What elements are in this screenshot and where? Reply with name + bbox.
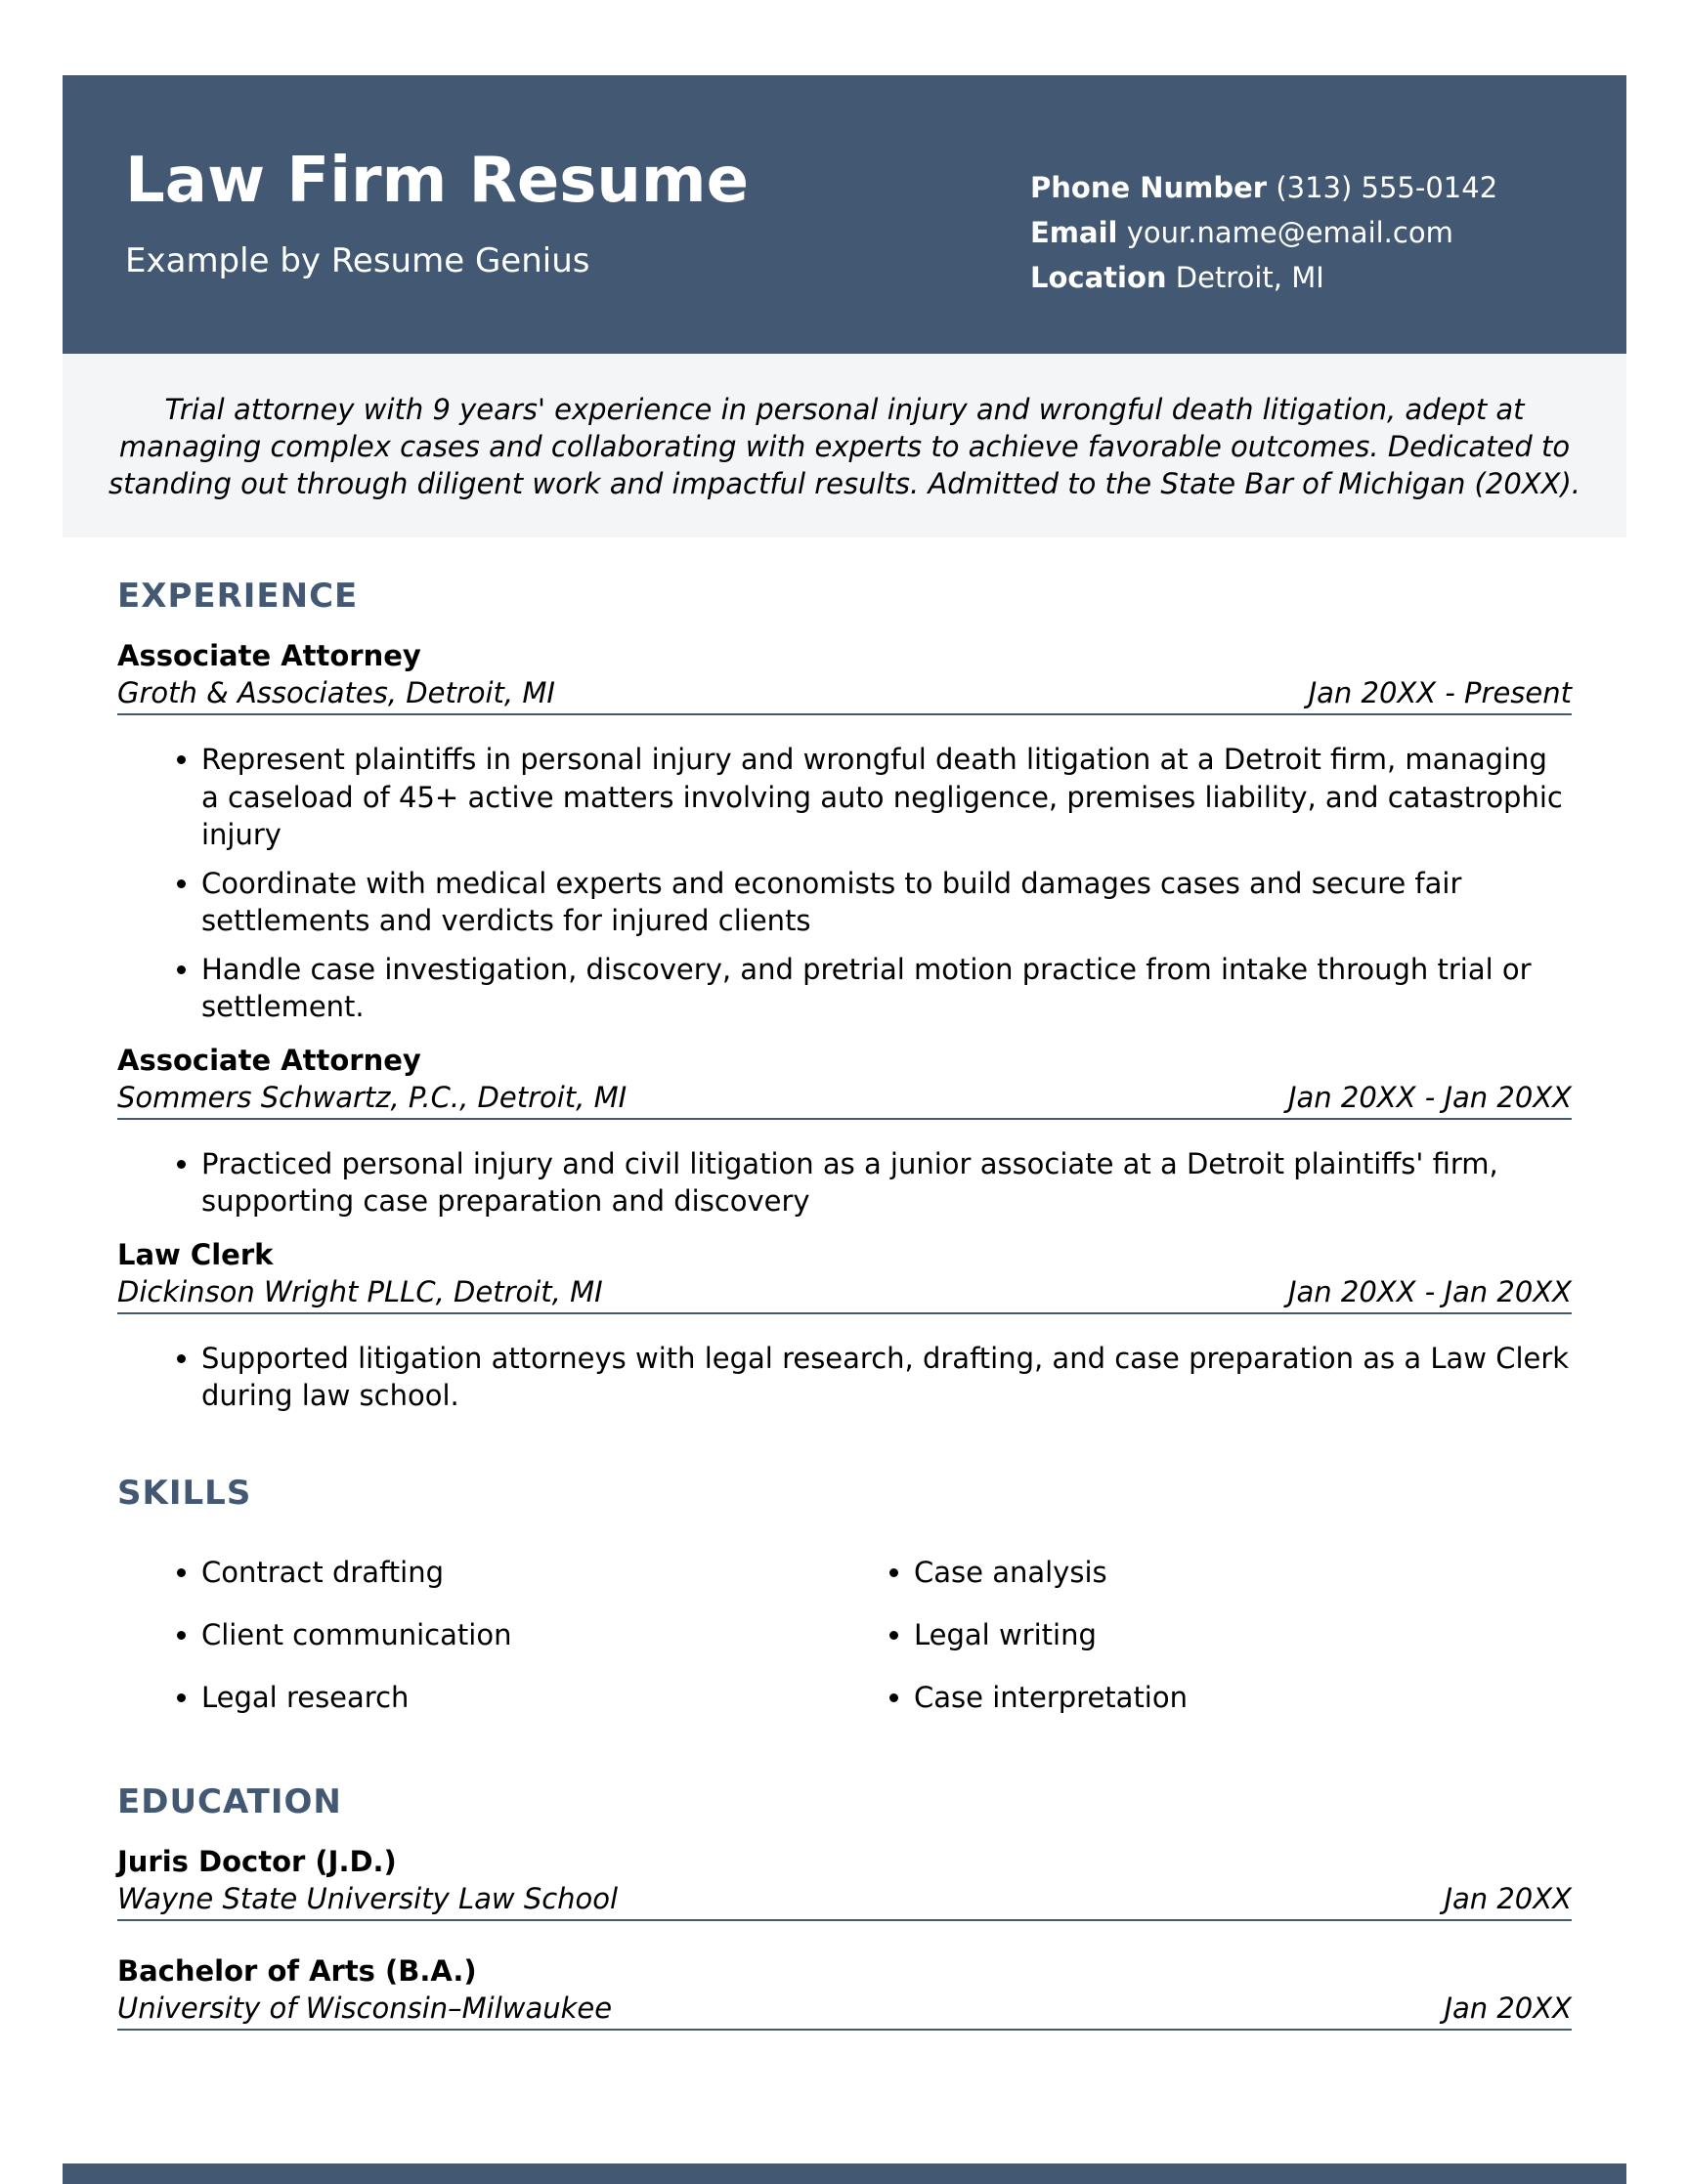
education-date: Jan 20XX xyxy=(1444,1881,1572,1915)
job-dates: Jan 20XX - Jan 20XX xyxy=(1287,1080,1572,1114)
job-bullet: • Handle case investigation, discovery, and pretrial motion practice from intake through trial or settlement. xyxy=(201,951,1572,1026)
skill-item: • Case analysis xyxy=(914,1554,1572,1591)
skills-column-right xyxy=(859,1554,1572,1741)
education-meta xyxy=(117,1990,1572,2031)
contact-phone xyxy=(1030,165,1497,210)
job-entry xyxy=(117,1042,1572,1220)
job-dates: Jan 20XX - Jan 20XX xyxy=(1287,1274,1572,1308)
education-heading: EDUCATION xyxy=(117,1781,342,1821)
resume-title: Law Firm Resume xyxy=(125,145,749,217)
job-title: Associate Attorney xyxy=(117,639,421,672)
job-employer: Dickinson Wright PLLC, Detroit, MI xyxy=(117,1274,603,1308)
professional-summary: Trial attorney with 9 years' experience in personal injury and wrongful death litigation, adept at managing complex cases and collaborating with experts to achieve favorable outcomes. Dedicated to standing out through diligent work and impactful results. Admitted to the State Bar of Michigan (20XX). xyxy=(63,354,1626,537)
education-meta xyxy=(117,1880,1572,1921)
degree-title: Bachelor of Arts (B.A.) xyxy=(117,1953,477,1988)
job-bullets xyxy=(117,1340,1572,1415)
education-entry xyxy=(117,1843,1572,1921)
job-bullet: • Represent plaintiffs in personal injury and wrongful death litigation at a Detroit firm, managing a caseload of 45+ active matters involving auto negligence, premises liability, and catastrophic injury xyxy=(201,741,1572,854)
education-date: Jan 20XX xyxy=(1444,1991,1572,2025)
job-title: Associate Attorney xyxy=(117,1043,421,1077)
job-dates: Jan 20XX - Present xyxy=(1308,676,1572,709)
contact-block xyxy=(1030,165,1497,300)
contact-phone-value: (313) 555-0142 xyxy=(1276,171,1498,204)
job-employer: Groth & Associates, Detroit, MI xyxy=(117,676,555,709)
job-bullet: • Supported litigation attorneys with legal research, drafting, and case preparation as a Law Clerk during law school. xyxy=(201,1340,1572,1415)
skill-item: • Client communication xyxy=(201,1616,859,1653)
skill-item: • Legal research xyxy=(201,1679,859,1716)
experience-heading: EXPERIENCE xyxy=(117,577,359,616)
job-bullets xyxy=(117,1145,1572,1220)
skills-section xyxy=(63,1474,1626,1741)
resume-page xyxy=(63,75,1626,2031)
skill-item: • Case interpretation xyxy=(914,1679,1572,1716)
contact-email-value: your.name@email.com xyxy=(1126,216,1453,249)
contact-location xyxy=(1030,255,1497,300)
contact-email-label: Email xyxy=(1030,216,1118,249)
school-name: University of Wisconsin–Milwaukee xyxy=(117,1991,613,2025)
school-name: Wayne State University Law School xyxy=(117,1881,619,1915)
education-entry xyxy=(117,1952,1572,2031)
skills-column-left xyxy=(147,1554,859,1741)
job-title: Law Clerk xyxy=(117,1237,274,1271)
job-bullet: • Coordinate with medical experts and economists to build damages cases and secure fair settlements and verdicts for injured clients xyxy=(201,865,1572,940)
job-bullets xyxy=(117,741,1572,1026)
degree-title: Juris Doctor (J.D.) xyxy=(117,1844,397,1878)
resume-subtitle: Example by Resume Genius xyxy=(125,240,590,280)
contact-location-value: Detroit, MI xyxy=(1175,261,1324,294)
experience-section xyxy=(63,577,1626,1415)
resume-header xyxy=(63,75,1626,354)
job-employer: Sommers Schwartz, P.C., Detroit, MI xyxy=(117,1080,628,1114)
job-entry xyxy=(117,1236,1572,1415)
skills-heading: SKILLS xyxy=(117,1473,252,1513)
job-meta xyxy=(117,674,1572,715)
contact-email xyxy=(1030,210,1497,255)
job-meta xyxy=(117,1079,1572,1120)
skill-item: • Contract drafting xyxy=(201,1554,859,1591)
contact-location-label: Location xyxy=(1030,261,1167,294)
footer-bar xyxy=(63,2163,1626,2184)
job-bullet: • Practiced personal injury and civil litigation as a junior associate at a Detroit plaintiffs' firm, supporting case preparation and discovery xyxy=(201,1145,1572,1220)
header-name-block xyxy=(125,146,749,279)
education-section xyxy=(63,1782,1626,2031)
job-meta xyxy=(117,1273,1572,1314)
contact-phone-label: Phone Number xyxy=(1030,171,1268,204)
job-entry xyxy=(117,637,1572,1026)
skills-grid xyxy=(117,1554,1572,1741)
skill-item: • Legal writing xyxy=(914,1616,1572,1653)
